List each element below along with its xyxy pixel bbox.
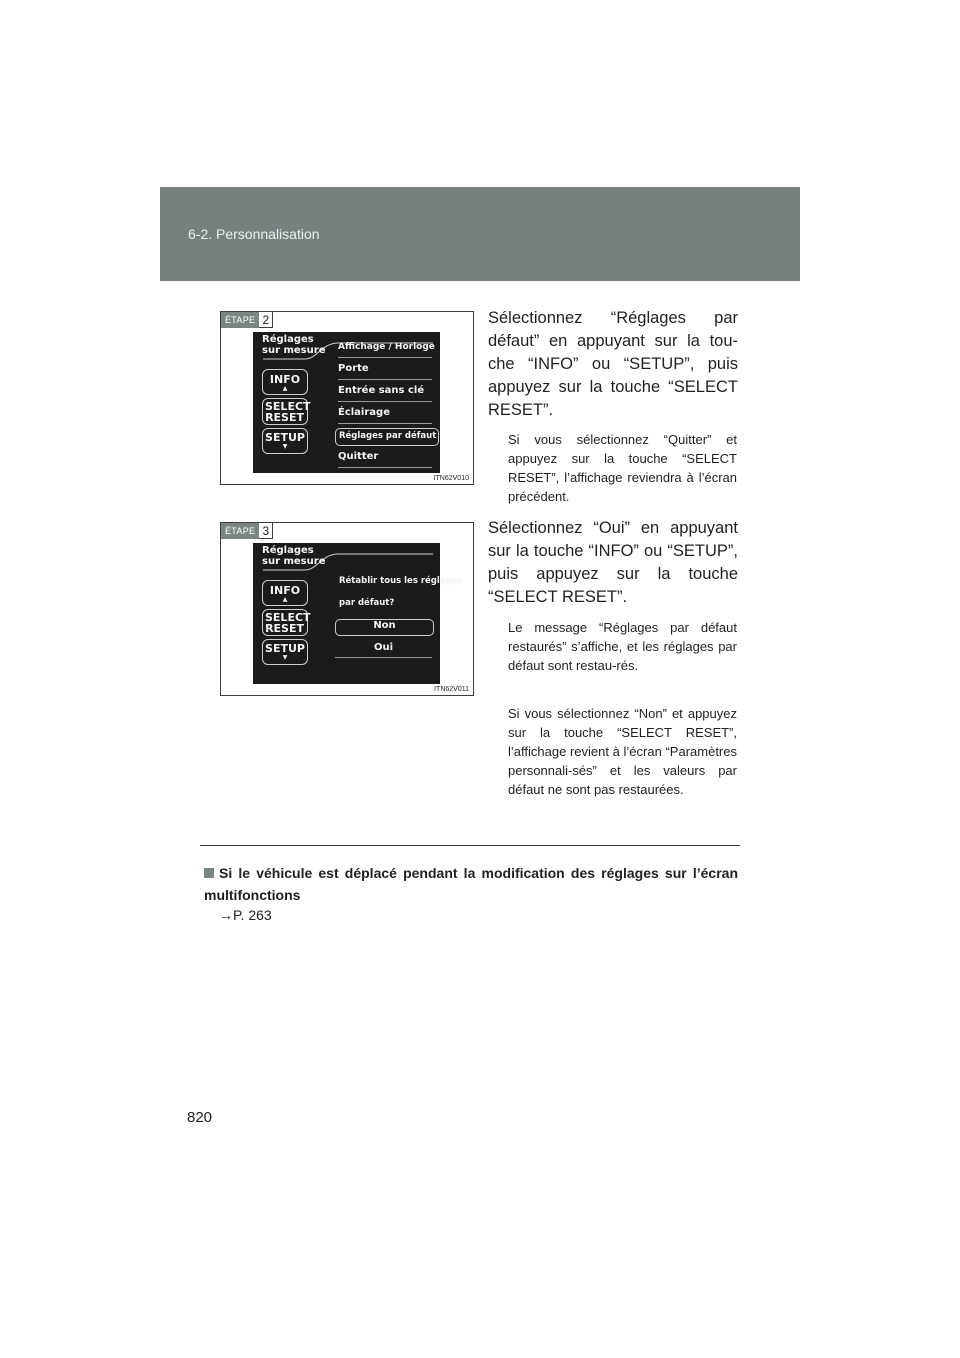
step-number: 2 [259,312,273,328]
step3-note-1: Le message “Réglages par défaut restaurés” s’affiche, et les réglages par défaut sont restau-rés. [508,620,737,673]
menu-item-porte[interactable]: Porte [338,363,432,380]
display-screen [253,332,440,473]
page-reference[interactable]: →P. 263 [219,907,272,923]
option-oui[interactable]: Oui [335,642,432,658]
info-button[interactable]: INFO ▲ [262,369,308,395]
page-number: 820 [187,1109,213,1126]
display-screen [253,543,463,684]
reset-question-line2: par défaut? [339,598,395,608]
step-tag [221,312,273,328]
down-arrow-icon: ▼ [282,443,288,450]
step3-note-2: Si vous sélectionnez “Non” et appuyez sur la touche “SELECT RESET”, l’affichage revient à l’écran “Paramètres personnali-sés” et les valeurs par défaut ne sont pas restaurées. [508,706,737,797]
select-reset-button[interactable]: SELECT RESET [262,398,308,425]
menu-item-quitter[interactable]: Quitter [338,451,432,468]
screen-title: Réglages sur mesure [262,334,326,356]
step-number: 3 [259,523,273,539]
step-label: ÉTAPE [221,523,259,539]
menu-item-affichage[interactable]: Affichage / Horloge [338,341,432,358]
step-label: ÉTAPE [221,312,259,328]
section-heading: Si le véhicule est déplacé pendant la modification des réglages sur l’écran multifonctions [204,865,738,903]
step2-figure [220,311,474,485]
section-title: 6-2. Personnalisation [188,226,320,242]
step2-instruction: Sélectionnez “Réglages par défaut” en appuyant sur la tou-che “INFO” ou “SETUP”, puis appuyez sur la touche “SELECT RESET”. [488,309,738,419]
step-tag [221,523,273,539]
section-divider [200,845,740,846]
setup-button[interactable]: SETUP ▼ [262,428,308,454]
step3-instruction: Sélectionnez “Oui” en appuyant sur la touche “INFO” ou “SETUP”, puis appuyez sur la touche “SELECT RESET”. [488,519,738,606]
figure-code: ITN62V010 [433,475,469,482]
figure-code: ITN62V011 [434,686,469,693]
screen-title: Réglages sur mesure [262,545,326,567]
select-reset-button[interactable]: SELECT RESET [262,609,308,636]
option-non[interactable]: Non [335,619,434,636]
setup-button[interactable]: SETUP ▼ [262,639,308,665]
up-arrow-icon: ▲ [282,385,288,392]
menu-item-entree[interactable]: Entrée sans clé [338,385,432,402]
up-arrow-icon: ▲ [282,596,288,603]
step3-figure [220,522,474,696]
step2-note: Si vous sélectionnez “Quitter” et appuyez sur la touche “SELECT RESET”, l’affichage reviendra à l’écran précédent. [508,432,737,504]
info-button[interactable]: INFO ▲ [262,580,308,606]
down-arrow-icon: ▼ [282,654,288,661]
menu-item-reglages-defaut[interactable]: Réglages par défaut [335,428,439,446]
menu-item-eclairage[interactable]: Éclairage [338,407,432,424]
reset-question-line1: Rétablir tous les réglages [339,576,463,586]
square-bullet-icon [204,868,214,878]
